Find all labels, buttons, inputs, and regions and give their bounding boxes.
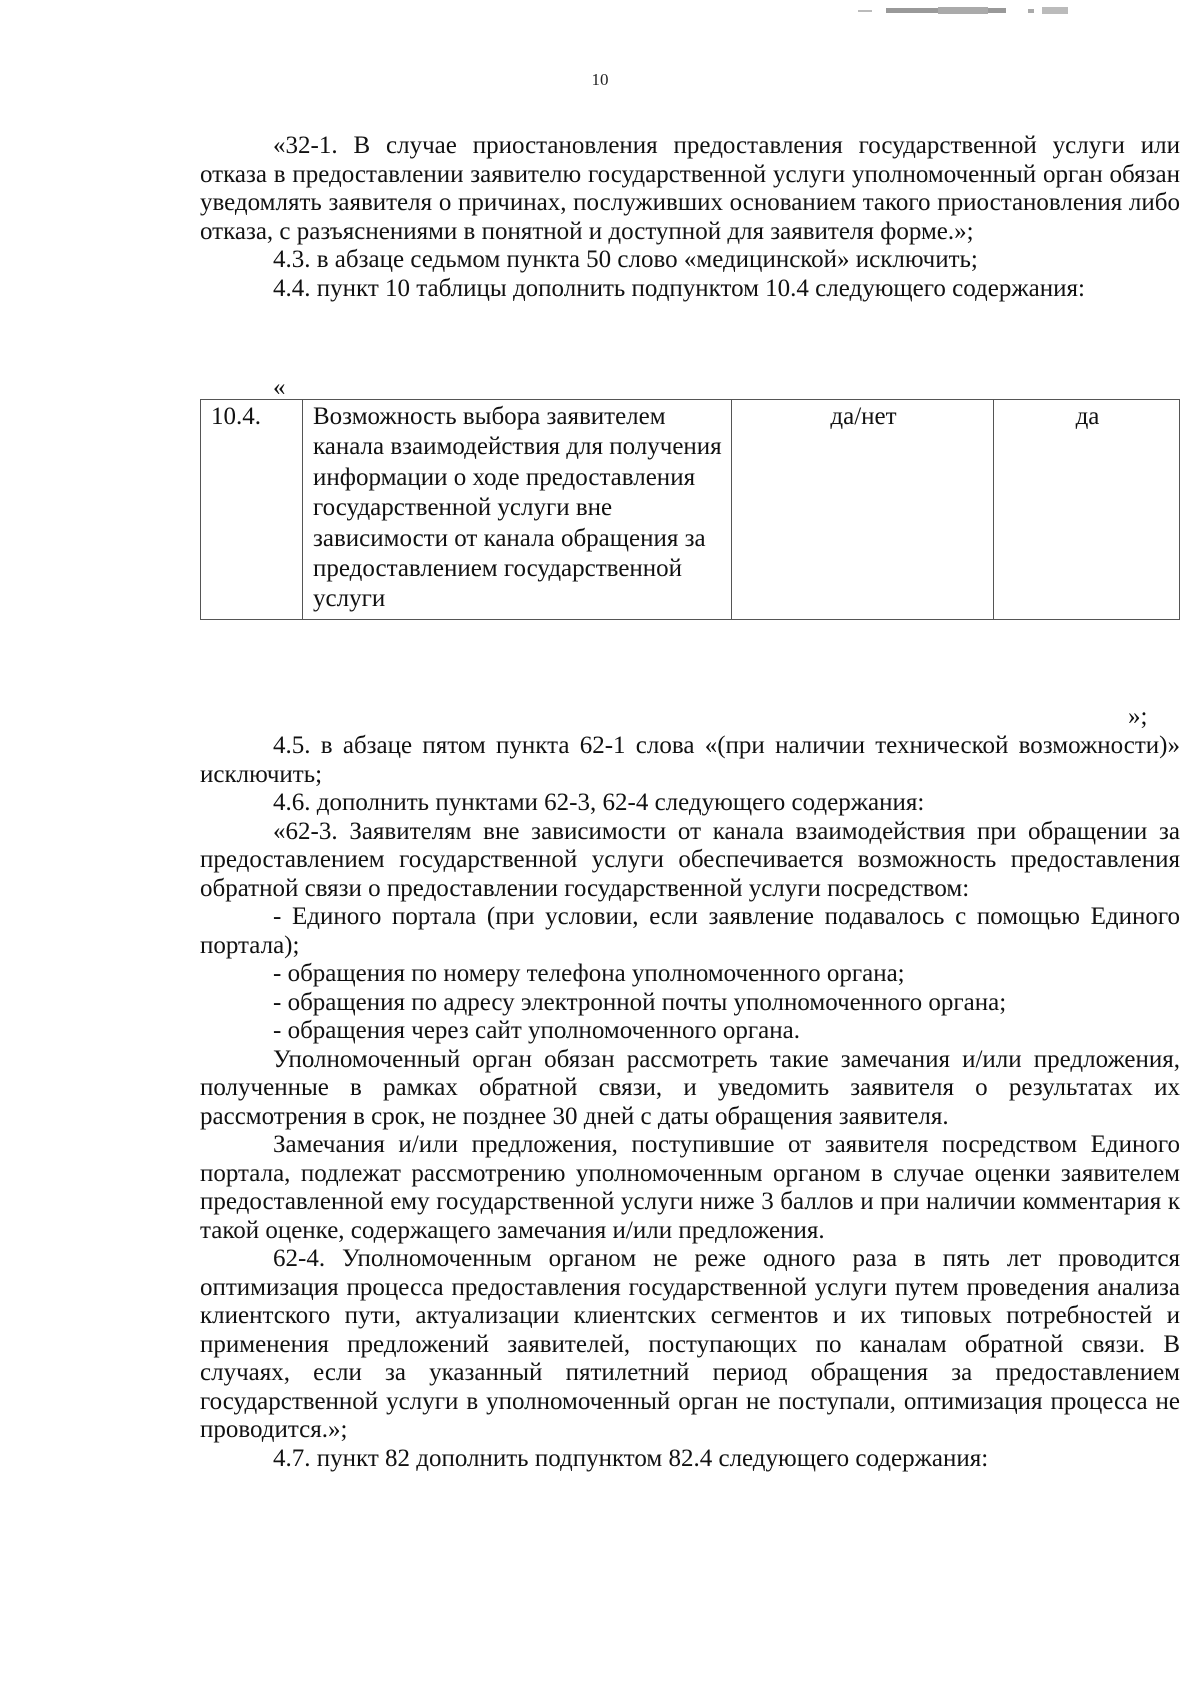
amendment-table (200, 399, 1180, 620)
scan-artifact (858, 6, 1068, 16)
cell-number: 10.4. (201, 400, 303, 620)
opening-quote: « (273, 374, 286, 401)
paragraph-portal-remarks: Замечания и/или предложения, поступившие от заявителя посредством Единого портала, подлежат рассмотрению уполномоченным органом в случае оценки заявителем предоставленной ему государственной услуги ниже 3 баллов и при наличии комментария к такой оценке, содержащего замечания и/или предложения. (200, 1131, 1180, 1244)
page-number: 10 (591, 70, 609, 89)
paragraph-review-obligation: Уполномоченный орган обязан рассмотреть такие замечания и/или предложения, полученные в рамках обратной связи, и уведомить заявителя о результатах их рассмотрения в срок, не позднее 30 дней с даты обращения заявителя. (200, 1045, 1180, 1130)
paragraph-32-1: «32-1. В случае приостановления предоставления государственной услуги или отказа в предоставлении заявителю государственной услуги уполномоченный орган обязан уведомлять заявителя о причинах, послуживших основанием такого приостановления либо отказа, с разъяснениями в понятной и доступной для заявителя форме.»; (200, 132, 1180, 245)
paragraph-62-3: «62-3. Заявителям вне зависимости от канала взаимодействия при обращении за предоставлением государственной услуги обеспечивается возможность предоставления обратной связи о предоставлении государственной услуги посредством: (200, 817, 1180, 902)
closing-quote: »; (1128, 703, 1148, 730)
list-item-phone: - обращения по номеру телефона уполномоченного органа; (273, 960, 905, 987)
paragraph-4-3: 4.3. в абзаце седьмом пункта 50 слово «медицинской» исключить; (273, 246, 978, 273)
paragraph-4-7: 4.7. пункт 82 дополнить подпунктом 82.4 следующего содержания: (273, 1444, 989, 1472)
paragraph-62-4: 62-4. Уполномоченным органом не реже одного раза в пять лет проводится оптимизация процесса предоставления государственной услуги путем проведения анализа клиентского пути, актуализации клиентских сегментов и их типовых потребностей и применения предложений заявителей, поступающих по каналам обратной связи. В случаях, если за указанный пятилетний период обращения за предоставлением государственной услуги в уполномоченный орган не поступали, оптимизация процесса не проводится.»; (200, 1245, 1180, 1443)
paragraph-4-4: 4.4. пункт 10 таблицы дополнить подпунктом 10.4 следующего содержания: (273, 274, 1085, 302)
text-block-top (200, 132, 1180, 303)
list-item-website: - обращения через сайт уполномоченного органа. (273, 1017, 800, 1044)
paragraph-4-5: 4.5. в абзаце пятом пункта 62-1 слова «(при наличии технической возможности)» исключить; (200, 732, 1180, 788)
paragraph-4-6: 4.6. дополнить пунктами 62-3, 62-4 следующего содержания: (273, 789, 925, 816)
cell-value: да (994, 400, 1180, 620)
cell-unit: да/нет (732, 400, 994, 620)
list-item-email: - обращения по адресу электронной почты уполномоченного органа; (273, 988, 1007, 1016)
text-block-bottom (200, 732, 1180, 1473)
cell-description: Возможность выбора заявителем канала взаимодействия для получения информации о ходе предоставления государственной услуги вне зависимости от канала обращения за предоставлением государственной услуги (303, 400, 732, 620)
list-item-portal: - Единого портала (при условии, если заявление подавалось с помощью Единого портала); (200, 903, 1180, 959)
table-row (201, 400, 1180, 620)
